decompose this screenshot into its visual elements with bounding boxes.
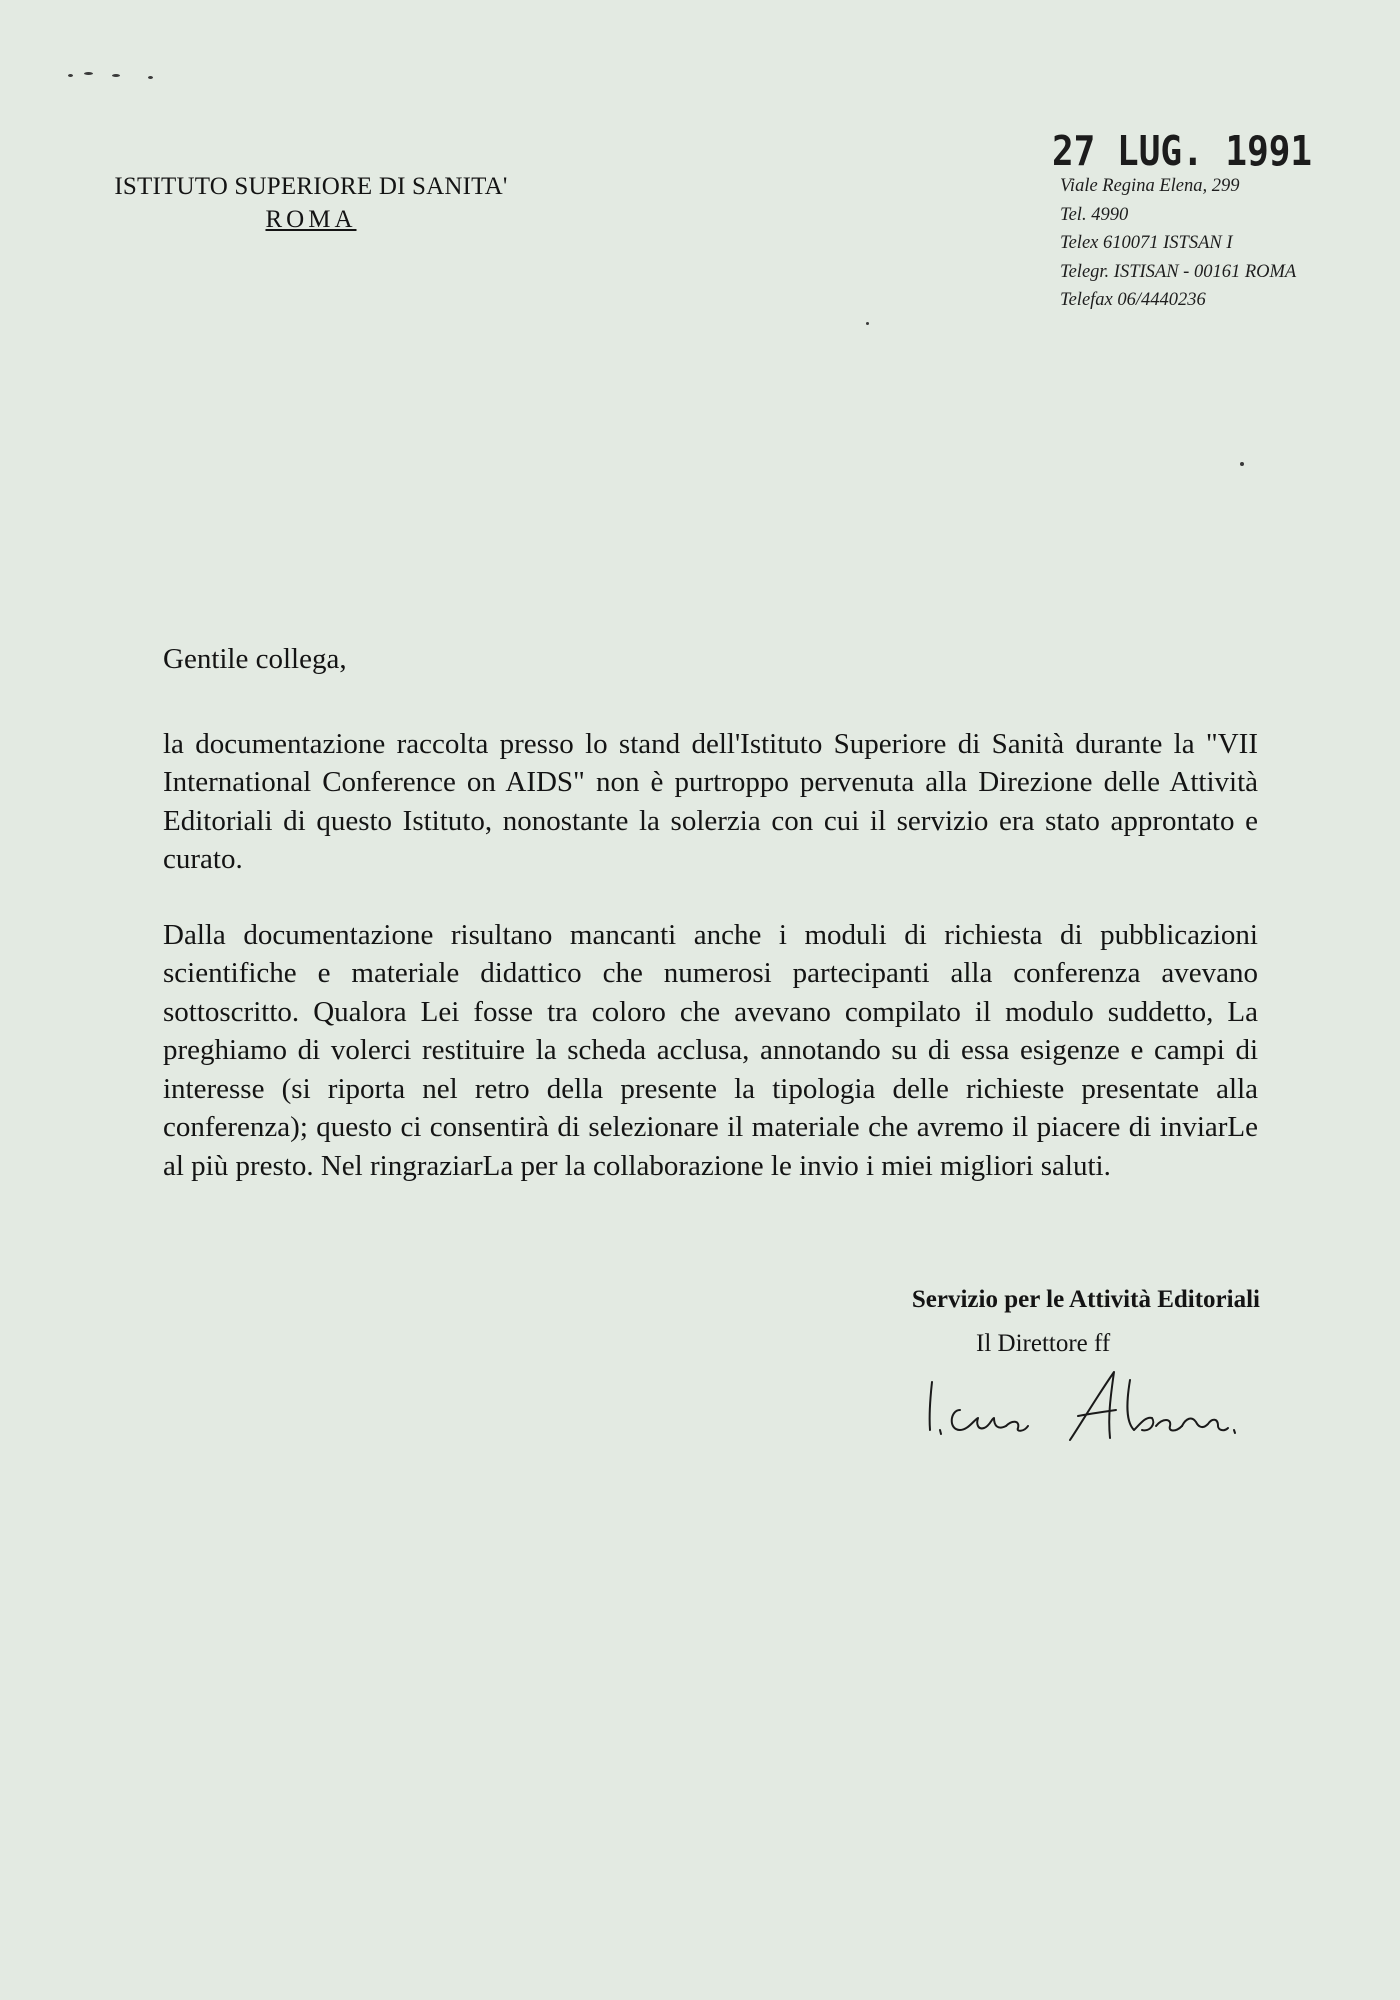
- letterhead: [76, 170, 546, 236]
- scan-speck: [112, 74, 120, 77]
- scan-speck: [1240, 462, 1244, 466]
- address-phone: Tel. 4990: [1060, 204, 1129, 225]
- paragraph-1: la documentazione raccolta presso lo stand dell'Istituto Superiore di Sanità durante la "VII International Conference on AIDS" non è purtroppo pervenuta alla Direzione delle Attività Editoriali di questo Istituto, nonostante la solerzia con cui il servizio era stato approntato e curato.: [163, 727, 1258, 875]
- signatory-title: Il Direttore ff: [976, 1330, 1111, 1357]
- address-street: Viale Regina Elena, 299: [1060, 176, 1240, 196]
- handwritten-signature: [920, 1360, 1250, 1450]
- scan-speck: [68, 74, 73, 77]
- signatory-office: Servizio per le Attività Editoriali: [911, 1286, 1260, 1313]
- signature-block: [820, 1284, 1260, 1316]
- paragraph-2: Dalla documentazione risultano mancanti anche i moduli di richiesta di pubblicazioni scientifiche e materiale didattico che numerosi partecipanti alla conferenza avevano sottoscritto. Qualora Lei fosse tra coloro che avevano compilato il modulo suddetto, La preghiamo di volerci restituire la scheda acclusa, annotando su di essa esigenze e campi di interesse (si riporta nel retro della presente la tipologia delle richieste presentate alla conferenza); questo ci consentirà di selezionare il materiale che avremo il piacere di inviarLe al più presto. Nel ringraziarLa per la collaborazione le invio i miei migliori saluti.: [163, 918, 1258, 1182]
- scan-speck: [866, 322, 869, 325]
- letter-body: [163, 640, 1258, 1222]
- scan-speck: [148, 76, 153, 79]
- address-telefax: Telefax 06/4440236: [1060, 290, 1206, 310]
- address-telex: Telex 610071 ISTSAN I: [1060, 233, 1233, 253]
- scan-speck: [84, 72, 93, 75]
- address-telegraph: Telegr. ISTISAN - 00161 ROMA: [1060, 261, 1297, 282]
- greeting: Gentile collega,: [163, 643, 347, 675]
- institute-city: ROMA: [265, 206, 357, 233]
- date-stamp: 27 LUG. 1991: [1052, 128, 1313, 176]
- institute-name: ISTITUTO SUPERIORE DI SANITA': [114, 173, 508, 200]
- address-block: [1060, 172, 1296, 315]
